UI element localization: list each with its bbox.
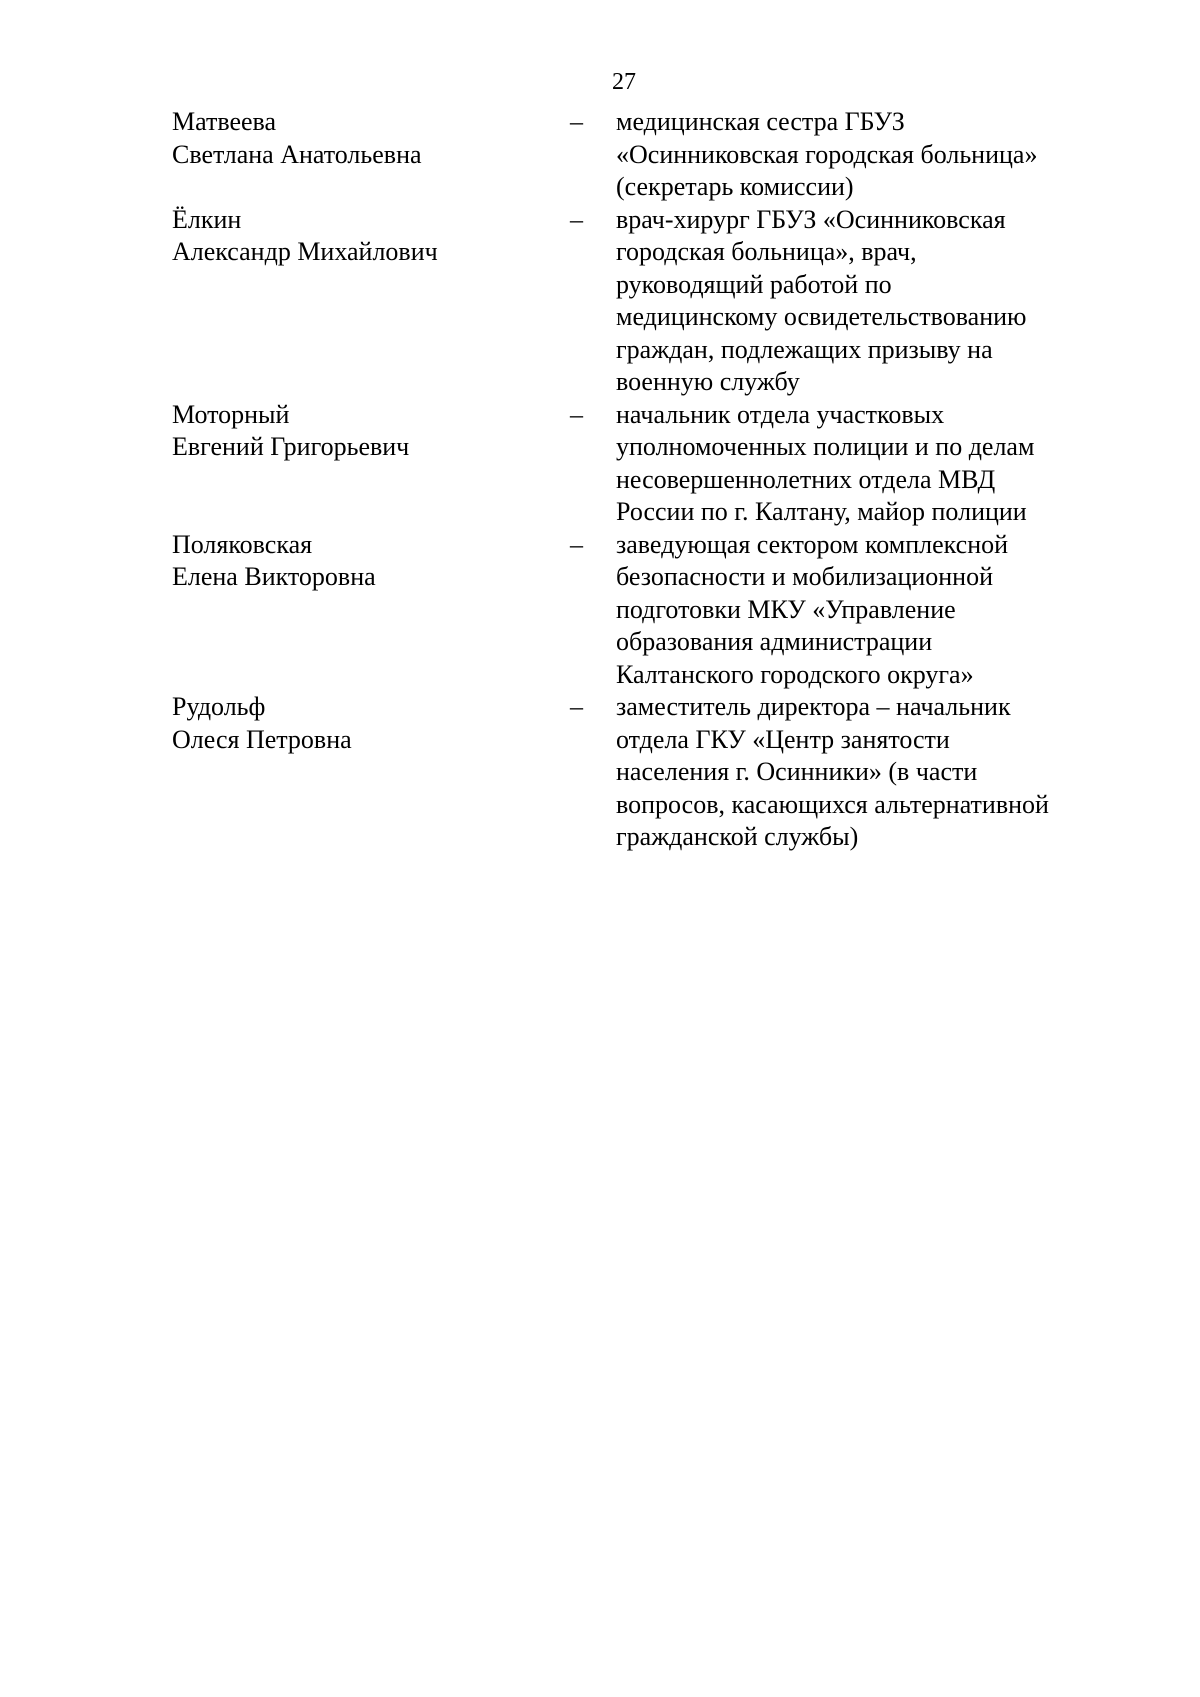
role-line: несовершеннолетних отдела МВД [616,464,996,494]
role-line: городская больница», врач, [616,237,917,266]
role-line: (секретарь комиссии) [616,172,854,201]
role-line: медицинская сестра ГБУЗ [616,107,905,136]
member-surname: Поляковская [172,529,313,559]
role-line: безопасности и мобилизационной [616,562,994,591]
role-line: подготовки МКУ «Управление [616,594,956,624]
member-role [616,399,1096,529]
dash-separator: – [570,399,583,429]
role-line: уполномоченных полиции и по делам [616,432,1035,461]
dash-separator: – [570,107,583,136]
role-line: образования администрации [616,627,933,656]
member-given-names: Олеся Петровна [172,724,352,754]
member-given-names: Светлана Анатольевна [172,139,422,169]
member-role [616,691,1096,854]
role-line: гражданской службы) [616,822,859,851]
dash-separator: – [570,529,583,559]
member-surname: Рудольф [172,692,266,721]
commission-member-list [172,106,1112,854]
member-name [172,691,570,756]
member-given-names: Евгений Григорьевич [172,432,410,461]
member-name [172,399,570,464]
member-rudolf [172,691,1112,854]
member-role [616,204,1096,399]
role-line: заведующая сектором комплексной [616,529,1009,559]
member-polyakovskaya [172,529,1112,692]
role-line: медицинскому освидетельствованию [616,302,1027,331]
role-line: Калтанского городского округа» [616,659,974,689]
role-line: вопросов, касающихся альтернативной [616,789,1049,819]
dash-separator: – [570,692,583,721]
member-role [616,529,1096,692]
member-role [616,106,1096,204]
member-given-names: Елена Викторовна [172,562,376,591]
member-surname: Моторный [172,399,290,429]
member-motorny [172,399,1112,529]
member-surname: Ёлкин [172,204,242,234]
member-matveeva [172,106,1112,204]
page-number: 27 [612,69,636,95]
member-name [172,106,570,171]
member-name [172,204,570,269]
role-line: руководящий работой по [616,269,892,299]
member-yolkin [172,204,1112,399]
member-name [172,529,570,594]
role-line: заместитель директора – начальник [616,692,1011,721]
member-given-names: Александр Михайлович [172,237,438,266]
role-line: начальник отдела участковых [616,399,945,429]
role-line: России по г. Калтану, майор полиции [616,497,1027,526]
role-line: отдела ГКУ «Центр занятости [616,724,950,754]
member-surname: Матвеева [172,107,277,136]
role-line: военную службу [616,367,800,396]
role-line: населения г. Осинники» (в части [616,757,978,786]
role-line: «Осинниковская городская больница» [616,139,1038,169]
dash-separator: – [570,204,583,234]
role-line: граждан, подлежащих призыву на [616,334,993,364]
role-line: врач-хирург ГБУЗ «Осинниковская [616,204,1006,234]
